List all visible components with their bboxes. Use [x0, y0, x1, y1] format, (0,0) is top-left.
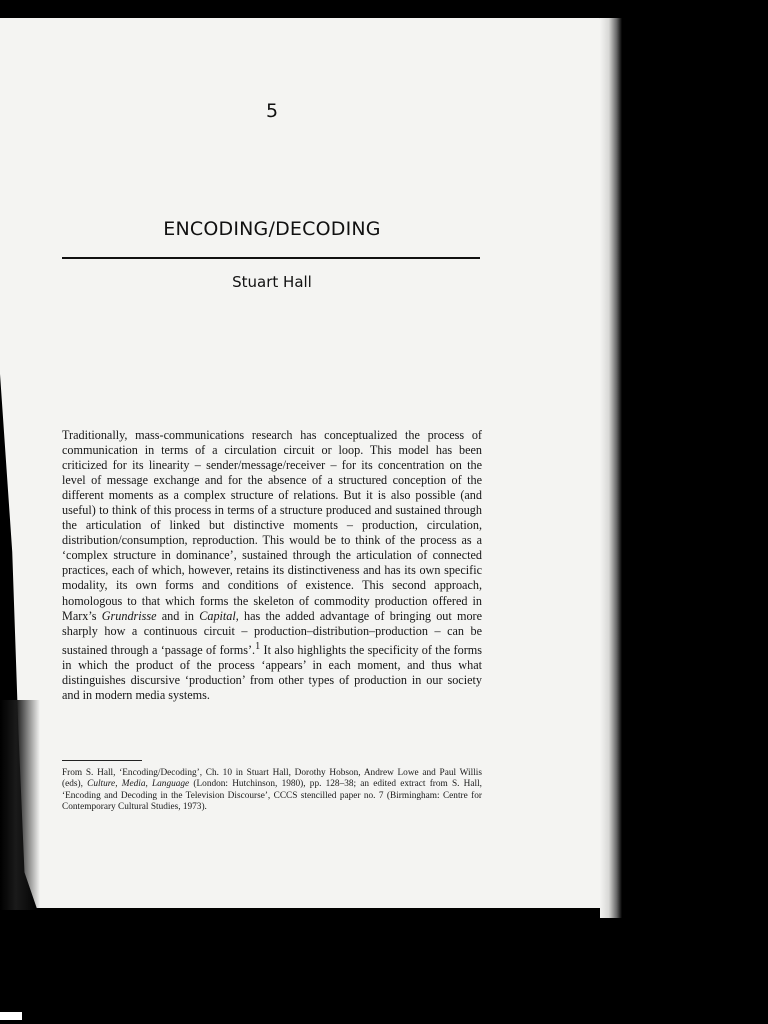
body-text-part: It also highlights the specificity of the forms in which the product of the process ‘appears’ in each moment, and thus what distinguishes discursive ‘production’ from other types of production in our society and in modern media systems. [62, 642, 482, 702]
body-italic-capital: Capital [199, 608, 236, 623]
footnote-marker: 1 [255, 640, 261, 652]
chapter-number: 5 [265, 100, 279, 122]
footnote-italic-title: Culture, Media, Language [87, 779, 190, 790]
footnote-text-part: (London: Hutchinson, 1980), pp. 128–38; an edited extract from S. Hall, ‘Encoding and Decoding in the Television Discourse’, CCCS stencilled paper no. 7 (Birmingham: Centre for Contemporary Cultural Studies, 1973). [62, 779, 482, 813]
chapter-author: Stuart Hall [232, 273, 312, 291]
body-text-part: and in [156, 608, 200, 623]
body-italic-grundrisse: Grundrisse [101, 608, 157, 623]
page-right-edge [600, 18, 622, 918]
chapter-title: ENCODING/DECODING [163, 218, 381, 240]
footnote-rule [62, 760, 142, 761]
footnote-text-part: From S. Hall, ‘Encoding/Decoding’, Ch. 10 in Stuart Hall, Dorothy Hobson, Andrew Lowe and Paul Willis (eds), [62, 768, 482, 790]
title-rule [62, 257, 480, 259]
body-paragraph [62, 428, 482, 703]
body-text-part: Traditionally, mass-communications research has conceptualized the process of communication in terms of a circulation circuit or loop. This model has been criticized for its linearity – sender/message/receiver – for its concentration on the level of message exchange and for the absence of a structured conception of the different moments as a complex structure of relations. But it is also possible (and useful) to think of this process in terms of a structure produced and sustained through the articulation of linked but distinctive moments – production, circulation, distribution/consumption, reproduction. This would be to think of the process as a ‘complex structure in dominance’, sustained through the articulation of connected practices, each of which, however, retains its distinctiveness and has its own specific modality, its own forms and conditions of existence. This second approach, homologous to that which forms the skeleton of commodity production offered in Marx’s [62, 428, 482, 623]
footnote [62, 768, 482, 814]
page-left-edge-shadow [0, 700, 40, 910]
scan-bottom-mark [0, 1012, 22, 1020]
body-text-part: , has the added advantage of bringing out more sharply how a continuous circuit – production–distribution–production – can be sustained through a ‘passage of forms’. [62, 608, 483, 657]
